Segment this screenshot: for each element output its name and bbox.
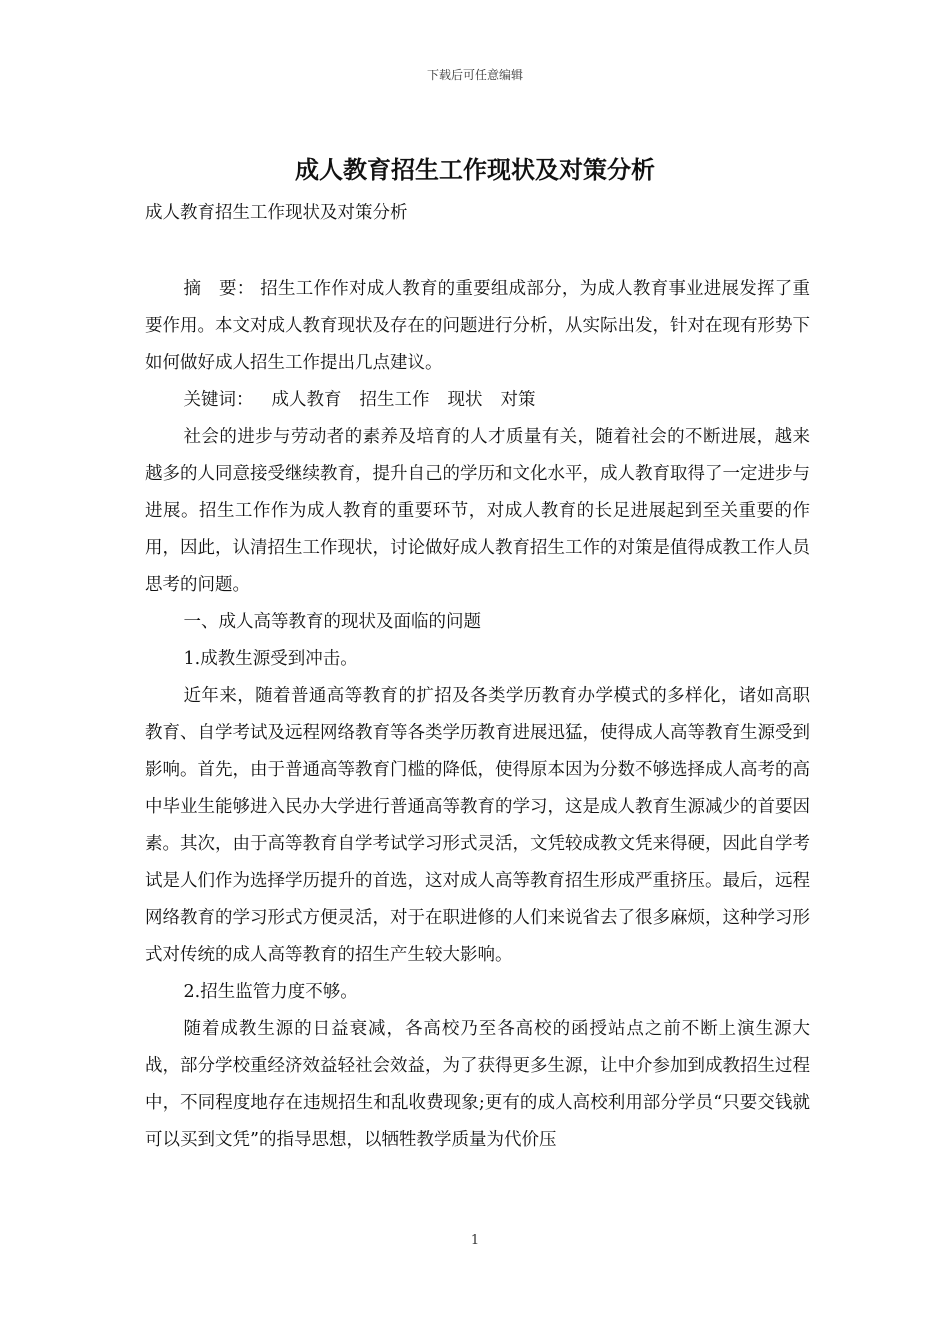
section-heading: 一、成人高等教育的现状及面临的问题	[183, 612, 481, 632]
keyword: 招生工作	[359, 390, 430, 410]
document-subtitle: 成人教育招生工作现状及对策分析	[145, 203, 408, 223]
abstract-paragraph	[145, 271, 810, 382]
keyword: 现状	[447, 390, 483, 410]
body-paragraph: 社会的进步与劳动者的素养及培育的人才质量有关，随着社会的不断进展，越来越多的人同意接受继续教育，提升自己的学历和文化水平，成人教育取得了一定进步与进展。招生工作作为成人教育的重要环节，对成人教育的长足进展起到至关重要的作用，因此，认清招生工作现状，讨论做好成人教育招生工作的对策是值得成教工作人员思考的问题。	[145, 427, 810, 595]
body-paragraph: 随着成教生源的日益衰减，各高校乃至各高校的函授站点之前不断上演生源大战，部分学校重经济效益轻社会效益，为了获得更多生源，让中介参加到成教招生过程中，不同程度地存在违规招生和乱收费现象;更有的成人高校利用部分学员“只要交钱就可以买到文凭”的指导思想，以牺牲教学质量为代价压	[145, 1019, 810, 1150]
subsection-heading: 1.成教生源受到冲击。	[183, 649, 358, 669]
keyword: 成人教育	[271, 390, 342, 410]
body-paragraph: 近年来，随着普通高等教育的扩招及各类学历教育办学模式的多样化，诸如高职教育、自学考试及远程网络教育等各类学历教育进展迅猛，使得成人高等教育生源受到影响。首先，由于普通高等教育门槛的降低，使得原本因为分数不够选择成人高考的高中毕业生能够进入民办大学进行普通高等教育的学习，这是成人教育生源减少的首要因素。其次，由于高等教育自学考试学习形式灵活，文凭较成教文凭来得硬，因此自学考试是人们作为选择学历提升的首选，这对成人高等教育招生形成严重挤压。最后，远程网络教育的学习形式方便灵活，对于在职进修的人们来说省去了很多麻烦，这种学习形式对传统的成人高等教育的招生产生较大影响。	[145, 686, 810, 965]
abstract-label: 摘 要：	[183, 279, 255, 299]
keyword: 对策	[500, 390, 536, 410]
page-number: 1	[470, 1233, 480, 1248]
abstract-text: 招生工作作对成人教育的重要组成部分，为成人教育事业进展发挥了重要作用。本文对成人教育现状及存在的问题进行分析，从实际出发，针对在现有形势下如何做好成人招生工作提出几点建议。	[145, 279, 810, 373]
document-body	[145, 271, 810, 1159]
subsection-heading: 2.招生监管力度不够。	[183, 982, 358, 1002]
document-title: 成人教育招生工作现状及对策分析	[295, 155, 655, 184]
page-header-note: 下载后可任意编辑	[426, 68, 523, 82]
keywords-label: 关键词：	[183, 390, 254, 410]
keywords-paragraph	[145, 382, 810, 419]
